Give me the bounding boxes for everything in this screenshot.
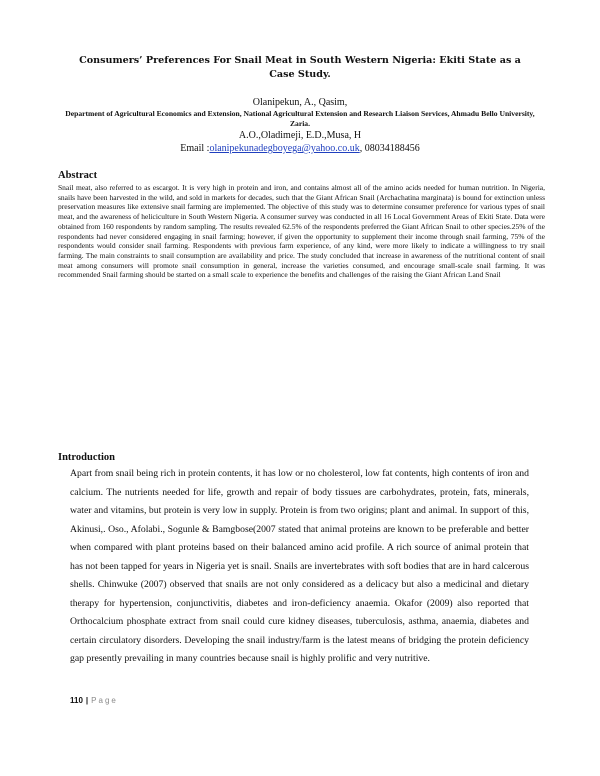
affiliation: Department of Agricultural Economics and Extension, National Agricultural Extension and Research Liaison Services, Ahmadu Bello University, Zaria. [65, 109, 535, 128]
abstract-body: Snail meat, also referred to as escargot. It is very high in protein and iron, and contains almost all of the amino acids needed for human nutrition. In Nigeria, snails have been harvested in the wild, and sold in markets for decades, such that the Giant African Snail (Archachatina marginata) is bound for extinction unless preservation measures like extensive snail farming are implemented. The objective of this study was to determine consumer preference for various types of snail meat, and the awareness of heliciculture in South Western Nigeria. A consumer survey was conducted in all 16 Local Government Areas of Ekiti State. Data were obtained from 160 respondents by random sampling. The results revealed 62.5% of the respondents preferred the Giant African Snail to other species.25% of the respondents had never considered engaging in snail farming; however, if given the opportunity to supplement their income through snail farming, 75% of the respondents would consider snail farming. Respondents with previous farm experience, of any kind, were more likely to indicate a willingness to try snail farming. The main constraints to snail consumption are availability and price. The study concluded that increase in awareness of the nutritional content of snail meat among consumers will promote snail consumption in general, increase the varieties consumed, and encourage small-scale snail farming. It was recommended Snail farming should be started on a small scale to experience the benefits and challenges of the raising the Giant African Land Snail [58, 183, 545, 280]
contact-line [0, 143, 600, 155]
abstract-heading: Abstract [58, 170, 98, 181]
email-link[interactable]: olanipekunadegboyega@yahoo.co.uk [209, 143, 360, 154]
introduction-heading: Introduction [58, 452, 115, 463]
authors-line-1: Olanipekun, A., Qasim, [252, 97, 348, 108]
paper-title: Consumers’ Preferences For Snail Meat in South Western Nigeria: Ekiti State as a Case Study. [79, 55, 521, 80]
page-footer [70, 696, 118, 705]
page-label: Page [91, 696, 118, 705]
phone-number: , 08034188456 [359, 143, 420, 154]
email-label: Email : [180, 143, 210, 154]
footer-separator: | [85, 696, 89, 705]
authors-line-2: A.O.,Oladimeji, E.D.,Musa, H [238, 130, 362, 141]
page-number: 110 [70, 696, 83, 705]
introduction-body: Apart from snail being rich in protein contents, it has low or no cholesterol, low fat contents, high contents of iron and calcium. The nutrients needed for life, growth and repair of body tissues are carbohydrates, protein, fats, minerals, water and vitamins, but protein is very low in supply. Protein is from two origins; plant and animal. In support of this, Akinusi,. Oso., Afolabi., Sogunle & Bamgbose(2007 stated that animal proteins are known to be preferable and better when compared with plant proteins based on their balanced amino acid profile. A rich source of animal protein that has not been tapped for years in Nigeria yet is snail. Snails are invertebrates with soft bodies that are in hard calcerous shells. Chinwuke (2007) observed that snails are not only considered as a delicacy but also a medicinal and dietary therapy for hypertension, conjunctivitis, diabetes and iron-deficiency anaemia. Okafor (2009) also reported that Orthocalcium phosphate extract from snail could cure kidney diseases, tuberculosis, asthma, anaemia, diabetes and certain circulatory disorders. Developing the snail industry/farm is the latest means of bridging the protein deficiency gap presently prevailing in many countries because snail is highly prolific and very nutritive. [70, 468, 529, 664]
